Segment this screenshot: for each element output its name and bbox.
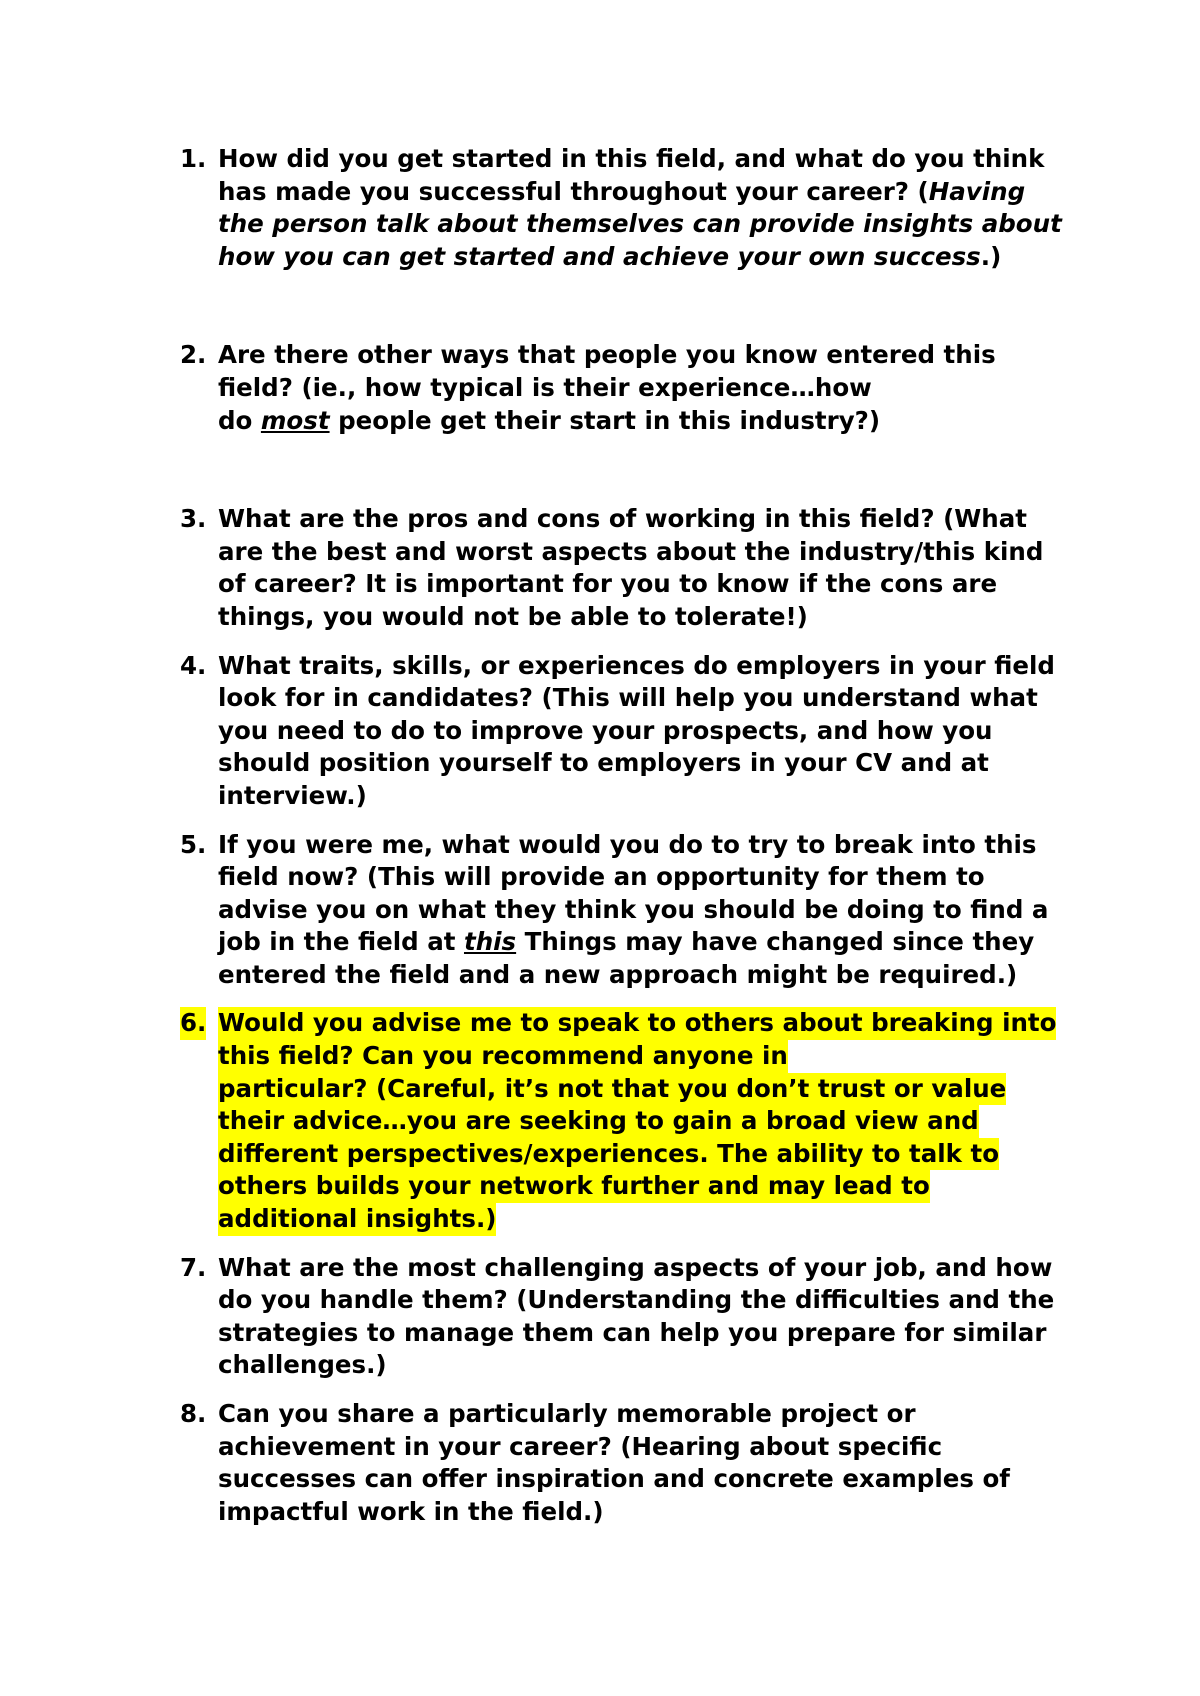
- highlighted-text-line: additional insights.): [218, 1203, 496, 1236]
- text-run: has made you successful throughout your career? (: [218, 176, 929, 206]
- question-number: 7.: [180, 1252, 207, 1282]
- italic-text: how you can get started and achieve your own success: [218, 241, 981, 271]
- text-line: Can you share a particularly memorable project or: [218, 1399, 916, 1428]
- text-line: impactful work in the field.): [218, 1496, 604, 1526]
- question-number: 1.: [180, 144, 207, 173]
- text-line: should position yourself to employers in your CV and at: [218, 748, 989, 778]
- text-line: are the best and worst aspects about the industry/this kind: [218, 536, 1044, 566]
- text-line: Are there other ways that people you know entered this: [218, 340, 996, 370]
- question-number: 2.: [180, 340, 207, 370]
- text-line: What are the pros and cons of working in this field? (What: [218, 504, 1027, 534]
- highlighted-text-line: others builds your network further and may lead to: [218, 1170, 930, 1203]
- question-text: [218, 1007, 1080, 1235]
- text-line: What are the most challenging aspects of your job, and how: [218, 1252, 1053, 1282]
- text-line: advise you on what they think you should be doing to find a: [218, 894, 1049, 924]
- emphasis-text: this: [463, 927, 517, 957]
- italic-text: Having: [928, 176, 1026, 206]
- emphasis-text: most: [260, 405, 330, 435]
- question-number: 4.: [180, 650, 207, 680]
- question-number: 3.: [180, 504, 207, 534]
- text-run: do: [218, 405, 261, 435]
- question-item-4: [180, 650, 1080, 813]
- question-text: [218, 339, 1080, 437]
- text-run: .): [980, 241, 1002, 271]
- question-item-2: [180, 339, 1080, 437]
- text-line: do you handle them? (Understanding the difficulties and the: [218, 1285, 1055, 1315]
- highlighted-text-line: different perspectives/experiences. The ability to talk to: [218, 1138, 999, 1171]
- highlighted-text-line: this field? Can you recommend anyone in: [218, 1040, 788, 1073]
- text-line: [218, 241, 1001, 274]
- question-item-7: [180, 1252, 1080, 1382]
- question-number: 8.: [180, 1399, 207, 1428]
- text-line: [218, 405, 880, 438]
- question-item-8: [180, 1398, 1080, 1528]
- question-list: [180, 143, 1080, 1528]
- text-line: you need to do to improve your prospects, and how you: [218, 715, 993, 745]
- text-line: [218, 176, 1025, 209]
- question-item-1: [180, 143, 1080, 273]
- question-text: [218, 1252, 1080, 1382]
- question-text: [218, 829, 1080, 992]
- italic-text-line: the person talk about themselves can provide insights about: [218, 209, 1062, 239]
- text-line: look for in candidates? (This will help you understand what: [218, 683, 1038, 713]
- highlighted-text-line: their advice…you are seeking to gain a broad view and: [218, 1105, 979, 1138]
- question-number: 6.: [180, 1007, 206, 1040]
- text-line: challenges.): [218, 1350, 387, 1380]
- text-line: [218, 926, 1034, 959]
- text-line: interview.): [218, 780, 367, 810]
- question-item-5: [180, 829, 1080, 992]
- question-text: [218, 650, 1080, 813]
- text-run: job in the field at: [218, 927, 464, 957]
- text-run: people get their start in this industry?): [329, 405, 881, 435]
- highlighted-text-line: particular? (Careful, it’s not that you don’t trust or value: [218, 1073, 1006, 1106]
- question-item-3: [180, 503, 1080, 633]
- question-number: 5.: [180, 829, 207, 859]
- text-line: field now? (This will provide an opportunity for them to: [218, 862, 985, 892]
- text-line: things, you would not be able to tolerate!): [218, 601, 808, 631]
- question-text: [218, 1398, 1080, 1528]
- text-line: entered the field and a new approach might be required.): [218, 959, 1018, 989]
- text-line: If you were me, what would you do to try to break into this: [218, 829, 1037, 859]
- text-line: How did you get started in this field, and what do you think: [218, 144, 1045, 173]
- text-line: field? (ie., how typical is their experience…how: [218, 372, 872, 402]
- question-item-6-highlighted: [180, 1007, 1080, 1235]
- text-line: of career? It is important for you to know if the cons are: [218, 569, 998, 599]
- text-run: Things may have changed since they: [516, 927, 1035, 957]
- text-line: successes can offer inspiration and concrete examples of: [218, 1464, 1010, 1494]
- text-line: achievement in your career? (Hearing about specific: [218, 1431, 943, 1461]
- text-line: What traits, skills, or experiences do employers in your field: [218, 650, 1055, 680]
- question-text: [218, 503, 1080, 633]
- highlighted-text-line: Would you advise me to speak to others about breaking into: [218, 1007, 1056, 1040]
- question-text: [218, 143, 1080, 273]
- text-line: strategies to manage them can help you prepare for similar: [218, 1317, 1047, 1347]
